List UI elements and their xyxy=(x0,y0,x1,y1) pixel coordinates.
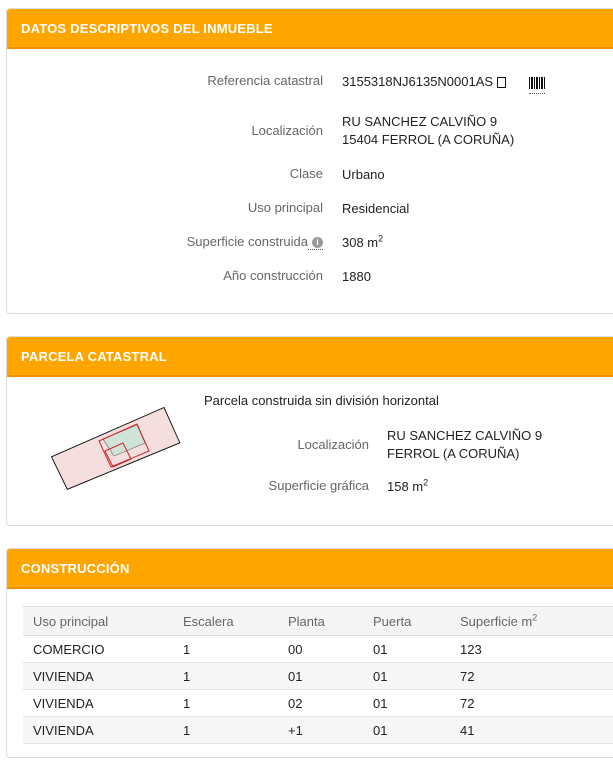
col-superficie: Superficie $m^2$ xyxy=(450,607,613,636)
cell-escalera: 1 xyxy=(173,636,278,663)
superficie-value: 308 $m^2$ xyxy=(342,233,384,250)
table-row xyxy=(23,663,613,690)
cell-superficie: 41 xyxy=(450,717,613,744)
cell-puerta: 01 xyxy=(363,663,450,690)
clase-label: Clase xyxy=(289,166,323,181)
uso-label: Uso principal xyxy=(247,200,323,215)
cell-puerta: 01 xyxy=(363,717,450,744)
clase-value: Urbano xyxy=(342,167,385,182)
cell-escalera: 1 xyxy=(173,717,278,744)
table-row xyxy=(23,717,613,744)
cell-superficie: 72 xyxy=(450,690,613,717)
cell-uso: VIVIENDA xyxy=(23,717,173,744)
localizacion-label: Localización xyxy=(251,123,323,138)
parcela-localizacion-label: Localización xyxy=(297,437,369,452)
cell-planta: 02 xyxy=(278,690,363,717)
barcode-icon xyxy=(529,77,545,89)
localizacion-line1: RU SANCHEZ CALVIÑO 9 xyxy=(342,114,498,129)
cell-superficie: 72 xyxy=(450,663,613,690)
datos-descriptivos-panel xyxy=(6,8,613,314)
cell-uso: VIVIENDA xyxy=(23,690,173,717)
barcode-button[interactable] xyxy=(529,74,545,94)
cell-uso: COMERCIO xyxy=(23,636,173,663)
cell-planta: +1 xyxy=(278,717,363,744)
col-planta: Planta xyxy=(278,607,363,636)
parcela-superficie-value: 158 $m^2$ xyxy=(387,477,429,494)
referencia-label: Referencia catastral xyxy=(207,73,323,88)
uso-value: Residencial xyxy=(342,201,410,216)
cell-puerta: 01 xyxy=(363,690,450,717)
anio-value: 1880 xyxy=(342,269,371,284)
anio-label: Año construcción xyxy=(223,268,323,283)
referencia-text[interactable]: 3155318NJ6135N0001AS xyxy=(342,74,494,89)
info-button[interactable] xyxy=(308,234,323,250)
superficie-label xyxy=(187,234,323,249)
parcela-header: PARCELA CATASTRAL xyxy=(7,337,613,377)
localizacion-line2: 15404 FERROL (A CORUÑA) xyxy=(342,132,515,147)
localizacion-value xyxy=(342,113,514,149)
datos-descriptivos-header: DATOS DESCRIPTIVOS DEL INMUEBLE xyxy=(7,9,613,49)
cell-uso: VIVIENDA xyxy=(23,663,173,690)
construccion-table xyxy=(23,606,613,744)
parcela-localizacion-line2: FERROL (A CORUÑA) xyxy=(387,446,520,461)
col-uso: Uso principal xyxy=(23,607,173,636)
construccion-panel xyxy=(6,548,613,758)
table-row xyxy=(23,690,613,717)
cell-superficie: 123 xyxy=(450,636,613,663)
cell-puerta: 01 xyxy=(363,636,450,663)
table-row xyxy=(23,636,613,663)
copy-icon[interactable] xyxy=(497,77,506,88)
referencia-value xyxy=(342,73,506,91)
parcela-superficie-label: Superficie gráfica xyxy=(268,478,369,493)
superficie-label-text: Superficie construida xyxy=(186,234,308,249)
cell-escalera: 1 xyxy=(173,663,278,690)
col-escalera: Escalera xyxy=(173,607,278,636)
parcel-map[interactable] xyxy=(45,401,185,501)
cell-escalera: 1 xyxy=(173,690,278,717)
construccion-header: CONSTRUCCIÓN xyxy=(7,549,613,589)
col-puerta: Puerta xyxy=(363,607,450,636)
table-header-row xyxy=(23,607,613,636)
parcela-localizacion-value xyxy=(387,427,542,463)
info-icon: i xyxy=(312,237,323,248)
parcela-localizacion-line1: RU SANCHEZ CALVIÑO 9 xyxy=(387,428,543,443)
parcela-tipo: Parcela construida sin división horizontal xyxy=(204,393,439,408)
cell-planta: 01 xyxy=(278,663,363,690)
parcela-panel xyxy=(6,336,613,526)
cell-planta: 00 xyxy=(278,636,363,663)
